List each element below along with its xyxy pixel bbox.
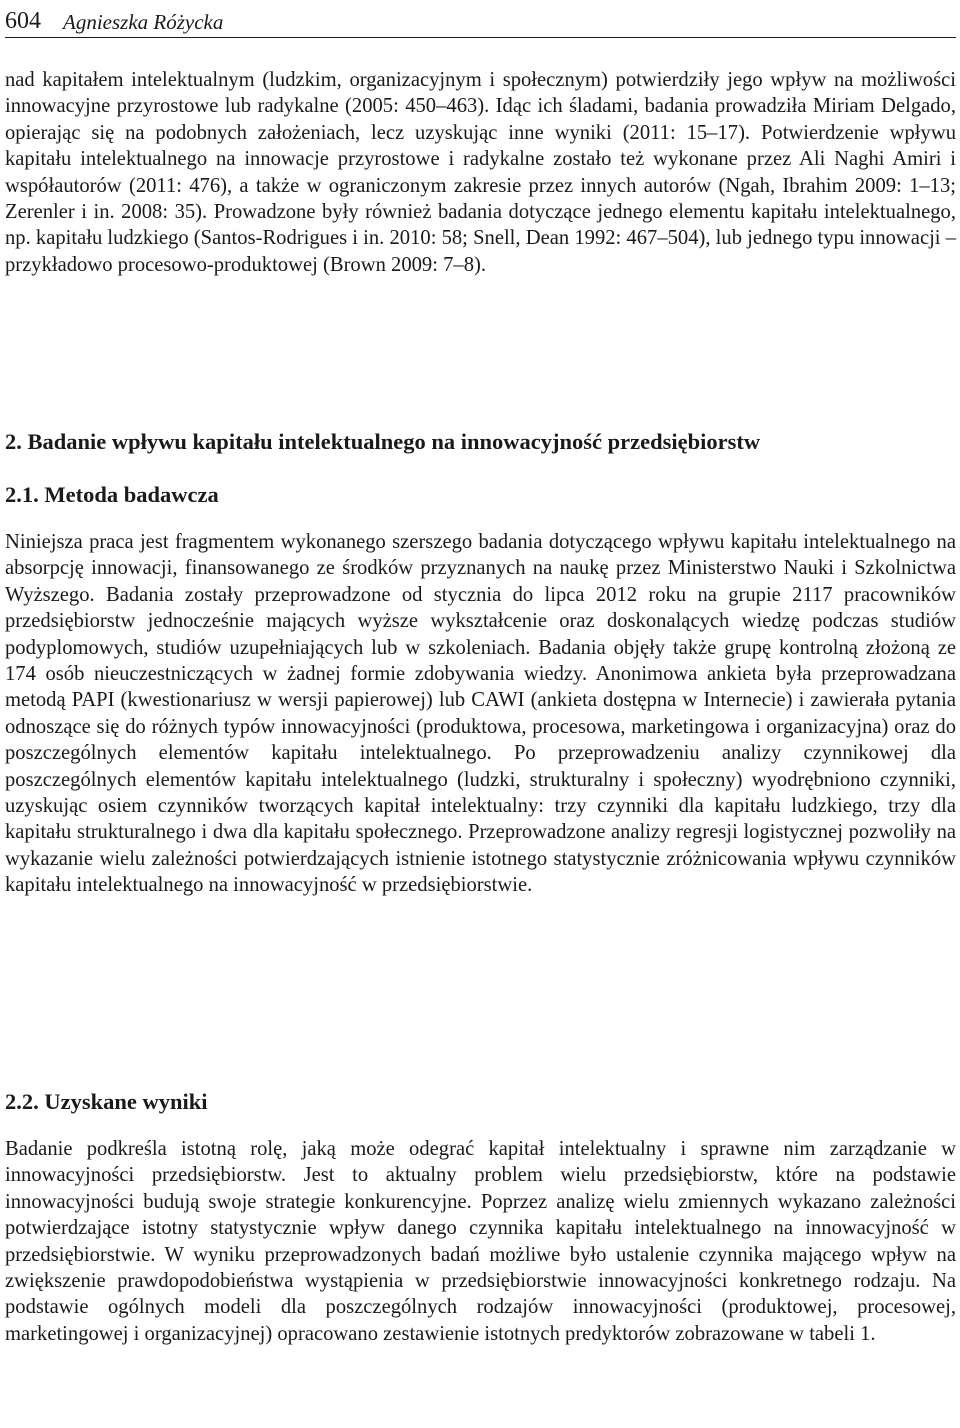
- method-paragraph: Niniejsza praca jest fragmentem wykonanego szerszego badania dotyczącego wpływu kapitału intelektualnego na absorpcję innowacji, finansowanego ze środków przyznanych na naukę przez Ministerstwo Nauki i Szkolnictwa Wyższego. Badania zostały przeprowadzone od stycznia do lipca 2012 roku na grupie 2117 pracowników przedsiębiorstw jednocześnie mających wyższe wykształcenie oraz doskonalących wiedzę podczas studiów podyplomowych, studiów uzupełniających lub w szkoleniach. Badania objęły także grupę kontrolną złożoną ze 174 osób nieuczestniczących w żadnej formie zdobywania wiedzy. Anonimowa ankieta była przeprowadzana metodą PAPI (kwestionariusz w wersji papierowej) lub CAWI (ankieta dostępna w Internecie) i zawierała pytania odnoszące się do różnych typów innowacyjności (produktowa, procesowa, marketingowa i organizacyjna) oraz do poszczególnych elementów kapitału intelektualnego. Po przeprowadzeniu analizy czynnikowej dla poszczególnych elementów kapitału intelektualnego (ludzki, strukturalny i społeczny) wyodrębniono czynniki, uzyskując osiem czynników tworzących kapitał intelektualny: trzy czynniki dla kapitału ludzkiego, trzy dla kapitału strukturalnego i dwa dla kapitału społecznego. Przeprowadzone analizy regresji logistycznej pozwoliły na wykazanie wielu zależności potwierdzających istnienie istotnego statystycznie zróżnicowania wpływu czynników kapitału intelektualnego na innowacyjność w przedsiębiorstwie.: [5, 531, 956, 897]
- page-number: 604: [5, 8, 41, 34]
- results-paragraph: Badanie podkreśla istotną rolę, jaką może odegrać kapitał intelektualny i sprawne nim zarządzanie w innowacyjności przedsiębiorstw. Jest to aktualny problem wielu przedsiębiorstw, które na podstawie innowacyjności budują swoje strategie konkurencyjne. Poprzez analizę wielu zmiennych wykazano zależności potwierdzające istotny statystycznie wpływ danego czynnika kapitału intelektualnego na innowacyjność w przedsiębiorstwie. W wyniku przeprowadzonych badań możliwe było ustalenie czynnika mającego wpływ na zwiększenie prawdopodobieństwa wystąpienia w przedsiębiorstwie innowacyjności konkretnego rodzaju. Na podstawie ogólnych modeli dla poszczególnych rodzajów innowacyjności (produktowej, procesowej, marketingowej i organizacyjnej) opracowano zestawienie istotnych predyktorów zobrazowane w tabeli 1.: [5, 1138, 956, 1345]
- intro-paragraph: nad kapitałem intelektualnym (ludzkim, organizacyjnym i społecznym) potwierdziły jego wpływ na możliwości innowacyjne przyrostowe lub radykalne (2005: 450–463). Idąc ich śladami, badania prowadziła Miriam Delgado, opierając się na podobnych założeniach, lecz uzyskując inne wyniki (2011: 15–17). Potwierdzenie wpływu kapitału intelektualnego na innowacje przyrostowe i radykalne zostało też wykonane przez Ali Naghi Amiri i współautorów (2011: 476), a także w ograniczonym zakresie przez innych autorów (Ngah, Ibrahim 2009: 1–13; Zerenler i in. 2008: 35). Prowadzone były również badania dotyczące jednego elementu kapitału intelektualnego, np. kapitału ludzkiego (Santos-Rodrigues i in. 2010: 58; Snell, Dean 1992: 467–504), lub jednego typu innowacji – przykładowo procesowo-produktowej (Brown 2009: 7–8).: [5, 69, 956, 276]
- running-header: [5, 0, 956, 38]
- section-heading: 2. Badanie wpływu kapitału intelektualnego na innowacyjność przedsiębiorstw: [5, 429, 761, 454]
- page: [5, 0, 956, 1345]
- subsection-heading-method: 2.1. Metoda badawcza: [5, 482, 219, 507]
- running-author: Agnieszka Różycka: [63, 10, 224, 34]
- subsection-heading-results: 2.2. Uzyskane wyniki: [5, 1089, 208, 1114]
